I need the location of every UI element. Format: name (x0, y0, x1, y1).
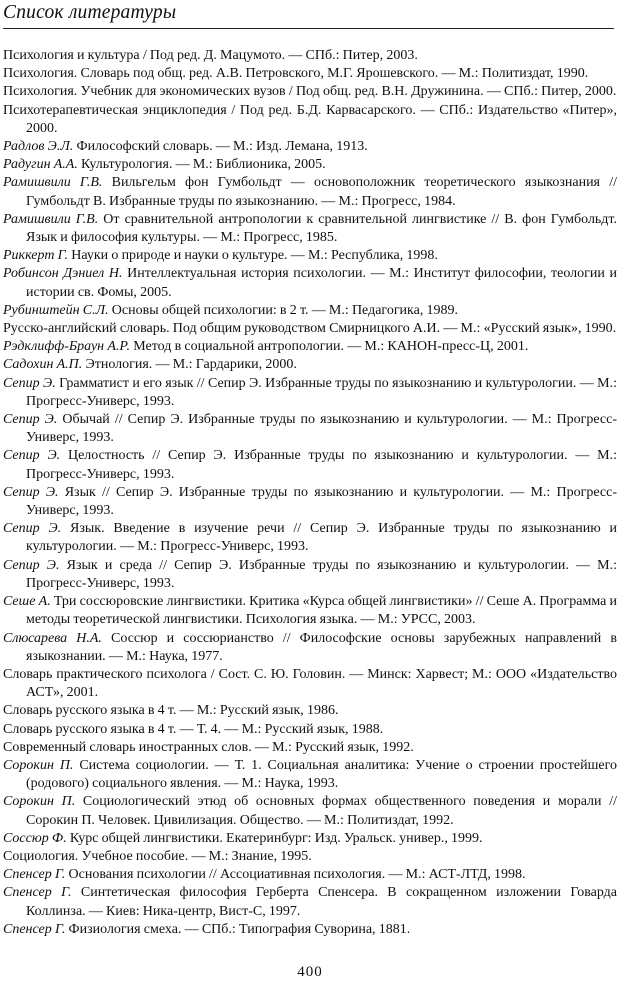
reference-text: Курс общей лингвистики. Екатеринбург: Изд. Уральск. универ., 1999. (66, 830, 483, 846)
reference-text: Социология. Учебное пособие. — М.: Знание, 1995. (3, 848, 312, 864)
reference-entry (3, 338, 617, 356)
reference-author: Сепир Э. (3, 375, 56, 391)
page-title: Список литературы (3, 2, 177, 23)
reference-author: Сепир Э. (3, 521, 62, 537)
reference-entry (3, 757, 617, 793)
reference-entry (3, 102, 617, 138)
reference-text: Соссюр и соссюрианство // Философские основы зарубежных направлений в языкознании. — М.: Наука, 1977. (26, 630, 617, 664)
reference-author: Спенсер Г. (3, 885, 72, 901)
reference-entry (3, 447, 617, 483)
reference-entry (3, 356, 617, 374)
reference-entry (3, 138, 617, 156)
reference-author: Сорокин П. (3, 757, 74, 773)
reference-author: Радлов Э.Л. (3, 139, 74, 155)
reference-entry (3, 739, 617, 757)
reference-entry (3, 156, 617, 174)
reference-author: Рэдклифф-Браун А.Р. (3, 339, 131, 355)
reference-text: Словарь практического психолога / Сост. С. Ю. Головин. — Минск: Харвест; М.: ООО «Издательство АСТ», 2001. (3, 666, 617, 701)
reference-author: Соссюр Ф. (3, 830, 67, 846)
reference-author: Сепир Э. (3, 484, 59, 500)
reference-text: Науки о природе и науки о культуре. — М.: Республика, 1998. (68, 248, 438, 264)
reference-text: Обычай // Сепир Э. Избранные труды по языкознанию и культурологии. — М.: Прогресс-Универс, 1993. (26, 412, 618, 446)
reference-entry (3, 411, 617, 447)
reference-entry (3, 47, 617, 65)
reference-entry (3, 884, 617, 920)
reference-text: Психология и культура / Под ред. Д. Мацумото. — СПб.: Питер, 2003. (3, 48, 418, 63)
reference-text: От сравнительной антропологии к сравнительной лингвистике // В. фон Гумбольдт. Язык и философия культуры. — М.: Прогресс, 1985. (26, 211, 618, 246)
reference-entry (3, 666, 617, 702)
reference-text: Социологический этюд об основных формах общественного поведения и морали // Сорокин П. Человек. Цивилизация. Общество. — М.: Политиздат, 1992. (26, 794, 617, 828)
reference-text: Философский словарь. — М.: Изд. Лемана, 1913. (73, 139, 368, 155)
reference-author: Робинсон Дэниел Н. (3, 266, 123, 282)
reference-entry (3, 320, 617, 338)
reference-author: Риккерт Г. (3, 248, 69, 264)
reference-entry (3, 174, 617, 210)
reference-author: Спенсер Г. (3, 867, 66, 883)
reference-text: Язык и среда // Сепир Э. Избранные труды по языкознанию и культурологии. — М.: Прогресс-Универс, 1993. (26, 557, 617, 591)
reference-text: Культурология. — М.: Библионика, 2005. (77, 157, 326, 173)
reference-entry (3, 65, 617, 83)
reference-text: Основания психологии // Ассоциативная психология. — М.: АСТ-ЛТД, 1998. (65, 867, 526, 883)
reference-text: Целостность // Сепир Э. Избранные труды по языкознанию и культурологии. — М.: Прогресс-Универс, 1993. (26, 448, 617, 482)
reference-author: Спенсер Г. (3, 921, 66, 937)
reference-entry (3, 211, 617, 247)
reference-text: Этнология. — М.: Гардарики, 2000. (82, 357, 297, 373)
reference-entry (3, 484, 617, 520)
reference-entry (3, 83, 617, 101)
reference-text: Метод в социальной антропологии. — М.: КАНОН-пресс-Ц, 2001. (130, 339, 529, 355)
reference-text: Словарь русского языка в 4 т. — М.: Русский язык, 1986. (3, 703, 339, 719)
reference-author: Садохин А.П. (3, 357, 83, 373)
reference-author: Рамишвили Г.В. (3, 211, 99, 227)
page-number: 400 (297, 964, 323, 980)
reference-text: Интеллектуальная история психологии. — М.: Институт философии, теологии и истории св. Фомы, 2005. (26, 266, 617, 300)
reference-text: Вильгельм фон Гумбольдт — основоположник теоретического языкознания // Гумбольдт В. Избранные труды по языкознанию. — М.: Прогресс, 1984. (26, 175, 617, 209)
reference-author: Сорокин П. (3, 794, 76, 810)
reference-entry (3, 793, 617, 829)
reference-entry (3, 302, 617, 320)
reference-list (3, 47, 617, 939)
reference-entry (3, 721, 617, 739)
reference-text: Словарь русского языка в 4 т. — Т. 4. — М.: Русский язык, 1988. (3, 721, 384, 737)
reference-entry (3, 593, 617, 629)
reference-text: Основы общей психологии: в 2 т. — М.: Педагогика, 1989. (108, 302, 459, 318)
reference-entry (3, 557, 617, 593)
reference-entry (3, 830, 617, 848)
reference-text: Физиология смеха. — СПб.: Типография Суворина, 1881. (65, 921, 411, 937)
reference-text: Психология. Учебник для экономических вузов / Под общ. ред. В.Н. Дружинина. — СПб.: Питер, 2000. (3, 84, 617, 100)
reference-entry (3, 702, 617, 720)
reference-author: Сепир Э. (3, 448, 61, 464)
reference-text: Грамматист и его язык // Сепир Э. Избранные труды по языкознанию и культурологии. — М.: Прогресс-Универс, 1993. (26, 375, 618, 409)
reference-entry (3, 265, 617, 301)
reference-text: Три соссюровские лингвистики. Критика «Курса общей лингвистики» // Сеше А. Программа и методы теоретической лингвистики. Психология языка. — М.: УРСС, 2003. (26, 594, 618, 628)
reference-text: Синтетическая философия Герберта Спенсера. В сокращенном изложении Говарда Коллинза. — Киев: Ника-центр, Вист-С, 1997. (26, 885, 617, 919)
reference-author: Сеше А. (3, 594, 51, 610)
reference-entry (3, 630, 617, 666)
reference-entry (3, 848, 617, 866)
reference-text: Психология. Словарь под общ. ред. А.В. Петровского, М.Г. Ярошевского. — М.: Политиздат, 1990. (3, 66, 589, 82)
reference-author: Радугин А.А. (3, 157, 78, 173)
reference-author: Сепир Э. (3, 557, 60, 573)
reference-entry (3, 520, 617, 556)
reference-text: Русско-английский словарь. Под общим руководством Смирницкого А.И. — М.: «Русский язык», 1990. (3, 321, 617, 337)
reference-author: Рамишвили Г.В. (3, 175, 103, 191)
running-header (3, 0, 614, 29)
reference-text: Система социологии. — Т. 1. Социальная аналитика: Учение о строении простейшего (родового) социального явления. — М.: Наука, 1993. (26, 757, 617, 792)
reference-entry (3, 921, 617, 939)
reference-author: Рубинштейн С.Л. (3, 302, 109, 318)
reference-text: Язык. Введение в изучение речи // Сепир Э. Избранные труды по языкознанию и культурологии. — М.: Прогресс-Универс, 1993. (26, 521, 617, 555)
reference-entry (3, 247, 617, 265)
reference-author: Сепир Э. (3, 412, 58, 428)
reference-text: Язык // Сепир Э. Избранные труды по языкознанию и культурологии. — М.: Прогресс-Универс, 1993. (26, 484, 617, 519)
reference-text: Психотерапевтическая энциклопедия / Под ред. Б.Д. Карвасарского. — СПб.: Издательство «Питер», 2000. (3, 102, 617, 136)
reference-entry (3, 375, 617, 411)
reference-entry (3, 866, 617, 884)
reference-author: Слюсарева Н.А. (3, 630, 102, 646)
reference-text: Современный словарь иностранных слов. — М.: Русский язык, 1992. (3, 739, 414, 755)
